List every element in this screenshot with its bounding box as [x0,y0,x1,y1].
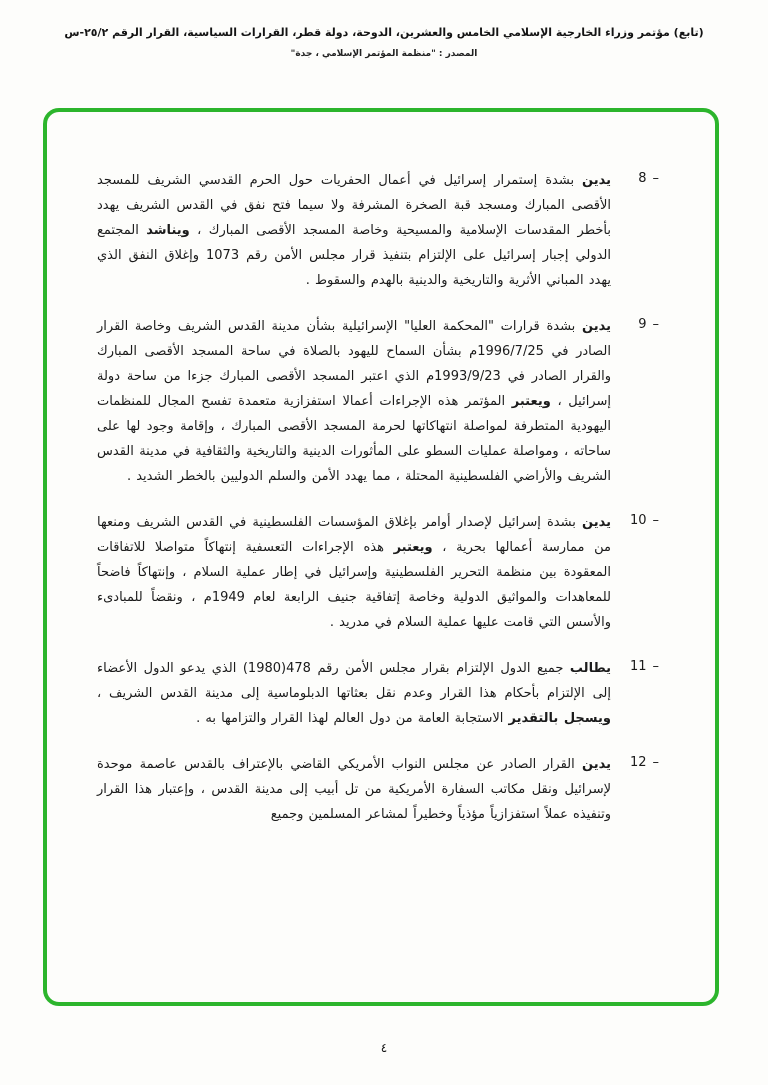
content-border-box [43,108,719,1006]
resolution-number-marker [623,510,659,635]
marker-dash: – [652,659,659,674]
resolution-number: 10 [629,513,647,528]
resolution-number: 8 [638,171,647,186]
resolution-item-8 [97,168,659,293]
resolution-keyword: ويعتبر [393,540,433,555]
header-title: (تابع) مؤتمر وزراء الخارجية الإسلامي الخامس والعشرين، الدوحة، دولة قطر، القرارات السياسية، القرار الرقم ٢٥/٢-س [64,26,704,39]
resolution-keyword: يدين [582,173,611,188]
document-header [0,26,768,59]
resolution-number: 9 [638,317,647,332]
resolution-body-text: جميع الدول الإلتزام بقرار مجلس الأمن رقم 478(1980) الذي يدعو الدول الأعضاء إلى الإلتزام بأحكام هذا القرار وعدم نقل بعثاتها الدبلوماسية إلى مدينة القدس الشريف ، [97,661,611,701]
resolution-body-text: المؤتمر هذه الإجراءات أعمالا استفزازية متعمدة تفسح المجال للمنظمات اليهودية المتطرفة لمواصلة انتهاكاتها لحرمة المسجد الأقصى المبارك ، وإقامة وجود لها على ساحاته ، ومواصلة عمليات السطو على المأثورات الدينية والتاريخية والثقافية في مدينة القدس الشريف والأراضي الفلسطينية المحتلة ، مما يهدد الأمن والسلم الدوليين بالخطر الشديد . [97,394,611,484]
resolution-text [97,314,611,489]
resolution-body-text: بشدة إسرائيل لإصدار أوامر بإغلاق المؤسسات الفلسطينية في القدس الشريف ومنعها من ممارسة أعمالها بحرية ، [97,515,612,555]
page-number: ٤ [380,1041,388,1055]
resolution-body-text: المجتمع الدولي إجبار إسرائيل على الإلتزام بتنفيذ قرار مجلس الأمن رقم 1073 وإغلاق النفق الذي يهدد المباني الأثرية والتاريخية والدينية بالهدم والسقوط . [97,223,611,288]
marker-dash: – [652,317,659,332]
resolution-item-11 [97,656,659,731]
resolution-keyword: يدين [582,515,611,530]
resolution-keyword: يدين [582,319,611,334]
resolution-item-10 [97,510,659,635]
resolution-text [97,510,611,635]
resolution-keyword: ويسجل بالتقدير [508,711,611,726]
resolution-text [97,168,611,293]
resolution-number-marker [623,168,659,293]
marker-dash: – [652,171,659,186]
resolution-body-text: بشدة قرارات "المحكمة العليا" الإسرائيلية بشأن مدينة القدس الشريف وخاصة القرار الصادر في 1996/7/25م بشأن السماح لليهود بالصلاة في ساحة المسجد الأقصى المبارك والقرار الصادر في 1993/9/23م الذي اعتبر المسجد الأقصى المبارك جزءا من ساحة دولة إسرائيل ، [97,319,611,409]
resolution-item-9 [97,314,659,489]
resolution-item-12 [97,752,659,827]
resolution-text [97,752,611,827]
resolution-keyword: ويعتبر [511,394,551,409]
resolution-keyword: ويناشد [146,223,190,238]
resolutions-list [97,168,659,827]
header-source: المصدر : "منظمة المؤتمر الإسلامي ، جدة" [290,49,478,59]
resolution-body-text: الاستجابة العامة من دول العالم لهذا القرار والتزامها به . [196,711,509,726]
resolution-number-marker [623,656,659,731]
resolution-text [97,656,611,731]
resolution-keyword: يطالب [569,661,611,676]
marker-dash: – [652,755,659,770]
resolution-number-marker [623,752,659,827]
marker-dash: – [652,513,659,528]
resolution-number: 12 [629,755,647,770]
resolution-number: 11 [629,659,647,674]
resolution-number-marker [623,314,659,489]
resolution-body-text: القرار الصادر عن مجلس النواب الأمريكي القاضي بالإعتراف بالقدس عاصمة موحدة لإسرائيل ونقل مكاتب السفارة الأمريكية من تل أبيب إلى مدينة القدس ، وإعتبار هذا القرار وتنفيذه عملاً استفزازياً مؤذياً وخطيراً لمشاعر المسلمين وجميع [97,757,611,822]
resolution-body-text: بشدة إستمرار إسرائيل في أعمال الحفريات حول الحرم القدسي الشريف للمسجد الأقصى المبارك ومسجد قبة الصخرة المشرفة ولا سيما فتح نفق في القدس الشريف يهدد بأخطر المقدسات الإسلامية والمسيحية وخاصة المسجد الأقصى المبارك ، [97,173,611,238]
page-footer [0,1041,768,1055]
resolution-body-text: هذه الإجراءات التعسفية إنتهاكاً متواصلا للاتفاقات المعقودة بين منظمة التحرير الفلسطينية وإسرائيل في إطار عملية السلام ، وإنتهاكاً فاضحاً للمعاهدات والمواثيق الدولية وخاصة إتفاقية جنيف الرابعة لعام 1949م ، ونقضاً للمبادىء والأسس التي قامت عليها عملية السلام في مدريد . [97,540,611,630]
resolution-keyword: يدين [582,757,611,772]
